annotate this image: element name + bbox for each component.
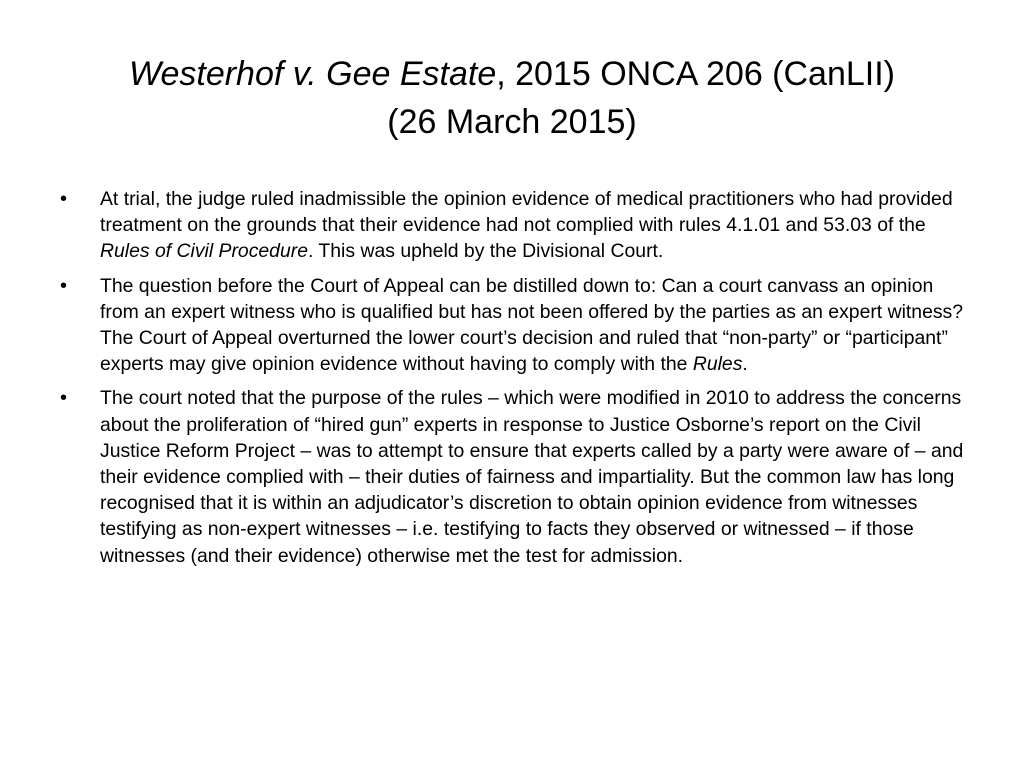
bullet-item-trial-ruling — [60, 186, 970, 265]
title-date: (26 March 2015) — [387, 103, 637, 141]
bullet-italic-text: Rules — [692, 353, 743, 376]
bullet-text-end: . — [742, 353, 748, 376]
bullet-list — [60, 186, 970, 577]
slide-title — [60, 50, 964, 146]
title-line-1 — [60, 50, 964, 98]
bullet-icon: • — [60, 188, 68, 210]
bullet-text: The question before the Court of Appeal can be distilled down to: Can a court canvass an opinion from an expert witness who is qualified but has not been offered by the parties as an expert witness? The Court of Appeal overturned the lower court’s decision and ruled that “non-party” or “participant” experts may give opinion evidence without having to comply with the — [100, 274, 964, 376]
bullet-text: At trial, the judge ruled inadmissible the opinion evidence of medical practitioners who had provided treatment on the grounds that their evidence had not complied with rules 4.1.01 and 53.03 of the — [100, 188, 953, 237]
case-citation: , 2015 ONCA 206 (CanLII) — [496, 55, 896, 93]
bullet-item-rules-purpose — [60, 385, 970, 568]
bullet-icon: • — [60, 274, 68, 297]
bullet-text: The court noted that the purpose of the rules – which were modified in 2010 to address the concerns about the proliferation of “hired gun” experts in response to Justice Osborne’s report on the Civil Justice Reform Project – was to attempt to ensure that experts called by a party were aware of – and their evidence complied with – their duties of fairness and impartiality. But the common law has long recognised that it is within an adjudicator’s discretion to obtain opinion evidence from witnesses testifying as non-expert witnesses – i.e. testifying to facts they observed or witnessed – if those witnesses (and their evidence) otherwise met the test for admission. — [100, 387, 964, 567]
bullet-text-end: . This was upheld by the Divisional Court. — [308, 240, 664, 263]
bullet-italic-text: Rules of Civil Procedure — [100, 240, 308, 263]
case-name: Westerhof v. Gee Estate — [128, 55, 497, 93]
bullet-icon: • — [60, 387, 68, 410]
bullet-item-appeal-question — [60, 273, 970, 378]
